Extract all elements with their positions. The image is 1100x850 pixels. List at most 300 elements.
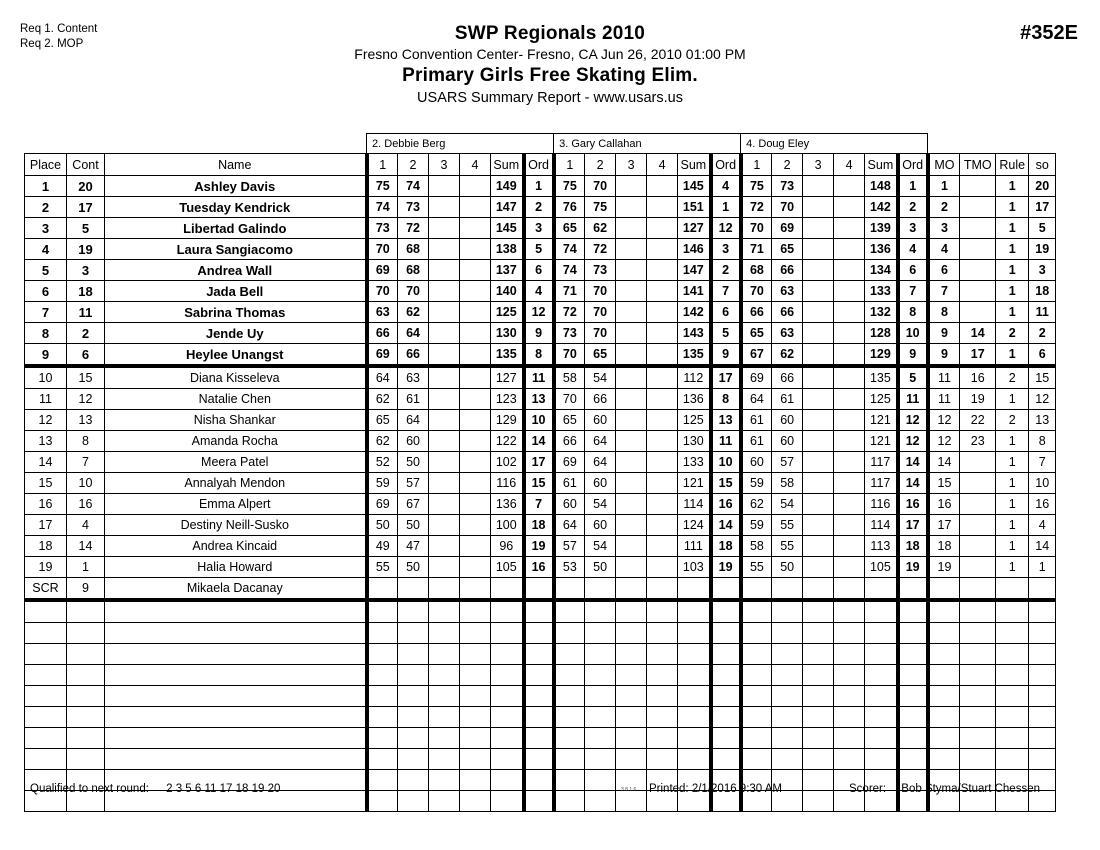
cell-place[interactable] bbox=[25, 686, 67, 707]
cell-j1-score2[interactable]: 64 bbox=[398, 410, 429, 431]
cell-j1-score4[interactable] bbox=[460, 218, 491, 239]
cell-j3-score2[interactable]: 60 bbox=[772, 431, 803, 452]
table-row[interactable] bbox=[25, 536, 1056, 557]
cell-tmo[interactable] bbox=[960, 536, 996, 557]
cell-j3-sum[interactable]: 135 bbox=[865, 366, 898, 389]
cell-j3-score4[interactable] bbox=[834, 494, 865, 515]
cell-tmo[interactable] bbox=[960, 707, 996, 728]
cell-j1-score4[interactable] bbox=[460, 665, 491, 686]
cell-name[interactable] bbox=[105, 644, 367, 665]
cell-j1-ord[interactable] bbox=[524, 665, 554, 686]
cell-j3-score4[interactable] bbox=[834, 536, 865, 557]
cell-j2-sum[interactable]: 135 bbox=[678, 344, 711, 367]
cell-tmo[interactable] bbox=[960, 623, 996, 644]
cell-j2-score2[interactable]: 62 bbox=[585, 218, 616, 239]
cell-tmo[interactable] bbox=[960, 218, 996, 239]
cell-j1-sum[interactable] bbox=[491, 600, 524, 623]
cell-j1-score4[interactable] bbox=[460, 197, 491, 218]
cell-j1-score4[interactable] bbox=[460, 431, 491, 452]
cell-rule[interactable]: 1 bbox=[996, 281, 1029, 302]
cell-place[interactable]: 18 bbox=[25, 536, 67, 557]
cell-j3-sum[interactable]: 117 bbox=[865, 452, 898, 473]
cell-j3-score3[interactable] bbox=[803, 239, 834, 260]
cell-j1-score4[interactable] bbox=[460, 707, 491, 728]
cell-j2-score4[interactable] bbox=[647, 728, 678, 749]
cell-tmo[interactable] bbox=[960, 749, 996, 770]
cell-j1-score1[interactable]: 62 bbox=[367, 389, 398, 410]
cell-name[interactable] bbox=[105, 728, 367, 749]
cell-j1-score1[interactable] bbox=[367, 707, 398, 728]
table-row-empty[interactable] bbox=[25, 644, 1056, 665]
cell-j2-score2[interactable]: 66 bbox=[585, 389, 616, 410]
table-row[interactable] bbox=[25, 431, 1056, 452]
cell-place[interactable]: 12 bbox=[25, 410, 67, 431]
cell-name[interactable]: Halia Howard bbox=[105, 557, 367, 578]
table-row[interactable] bbox=[25, 218, 1056, 239]
cell-j3-score2[interactable] bbox=[772, 749, 803, 770]
cell-j3-score3[interactable] bbox=[803, 707, 834, 728]
cell-j3-sum[interactable] bbox=[865, 665, 898, 686]
cell-so[interactable] bbox=[1029, 665, 1056, 686]
table-row[interactable] bbox=[25, 473, 1056, 494]
cell-j2-ord[interactable] bbox=[711, 578, 741, 601]
cell-cont[interactable] bbox=[67, 749, 105, 770]
cell-j3-ord[interactable]: 17 bbox=[898, 515, 928, 536]
cell-j1-score2[interactable]: 61 bbox=[398, 389, 429, 410]
cell-j1-score3[interactable] bbox=[429, 623, 460, 644]
cell-j3-sum[interactable]: 105 bbox=[865, 557, 898, 578]
cell-mo[interactable]: 2 bbox=[928, 197, 960, 218]
cell-j2-score3[interactable] bbox=[616, 366, 647, 389]
cell-j3-score3[interactable] bbox=[803, 665, 834, 686]
cell-j3-score4[interactable] bbox=[834, 260, 865, 281]
cell-name[interactable]: Annalyah Mendon bbox=[105, 473, 367, 494]
cell-j3-score1[interactable] bbox=[741, 686, 772, 707]
cell-j3-score2[interactable]: 50 bbox=[772, 557, 803, 578]
cell-tmo[interactable]: 23 bbox=[960, 431, 996, 452]
cell-j2-score2[interactable] bbox=[585, 665, 616, 686]
cell-j3-score4[interactable] bbox=[834, 389, 865, 410]
cell-j1-score1[interactable]: 74 bbox=[367, 197, 398, 218]
cell-j2-sum[interactable] bbox=[678, 578, 711, 601]
cell-so[interactable]: 2 bbox=[1029, 323, 1056, 344]
cell-place[interactable] bbox=[25, 707, 67, 728]
cell-j2-ord[interactable]: 7 bbox=[711, 281, 741, 302]
cell-j2-score1[interactable]: 58 bbox=[554, 366, 585, 389]
cell-mo[interactable]: 11 bbox=[928, 366, 960, 389]
cell-j1-sum[interactable] bbox=[491, 623, 524, 644]
cell-j2-score3[interactable] bbox=[616, 431, 647, 452]
cell-j2-score4[interactable] bbox=[647, 665, 678, 686]
cell-j2-score2[interactable] bbox=[585, 749, 616, 770]
cell-j1-ord[interactable]: 4 bbox=[524, 281, 554, 302]
cell-j3-score4[interactable] bbox=[834, 218, 865, 239]
cell-j2-score3[interactable] bbox=[616, 536, 647, 557]
cell-rule[interactable] bbox=[996, 728, 1029, 749]
cell-j3-sum[interactable] bbox=[865, 600, 898, 623]
cell-mo[interactable] bbox=[928, 749, 960, 770]
cell-j2-score3[interactable] bbox=[616, 623, 647, 644]
cell-tmo[interactable] bbox=[960, 452, 996, 473]
cell-j2-ord[interactable] bbox=[711, 644, 741, 665]
cell-j3-score3[interactable] bbox=[803, 623, 834, 644]
cell-name[interactable]: Jende Uy bbox=[105, 323, 367, 344]
cell-j1-score4[interactable] bbox=[460, 686, 491, 707]
cell-j3-score2[interactable] bbox=[772, 728, 803, 749]
cell-j2-score1[interactable] bbox=[554, 644, 585, 665]
cell-mo[interactable] bbox=[928, 600, 960, 623]
cell-j1-score3[interactable] bbox=[429, 344, 460, 367]
cell-cont[interactable]: 6 bbox=[67, 344, 105, 367]
cell-j3-sum[interactable]: 139 bbox=[865, 218, 898, 239]
cell-j3-score2[interactable]: 65 bbox=[772, 239, 803, 260]
cell-j2-score4[interactable] bbox=[647, 686, 678, 707]
cell-j1-score2[interactable] bbox=[398, 644, 429, 665]
cell-name[interactable]: Mikaela Dacanay bbox=[105, 578, 367, 601]
cell-j3-score1[interactable]: 71 bbox=[741, 239, 772, 260]
cell-tmo[interactable] bbox=[960, 239, 996, 260]
cell-j2-score2[interactable] bbox=[585, 686, 616, 707]
cell-rule[interactable]: 1 bbox=[996, 389, 1029, 410]
cell-j1-score1[interactable] bbox=[367, 623, 398, 644]
cell-so[interactable]: 1 bbox=[1029, 557, 1056, 578]
cell-j1-sum[interactable] bbox=[491, 665, 524, 686]
cell-place[interactable]: 10 bbox=[25, 366, 67, 389]
cell-j3-score3[interactable] bbox=[803, 323, 834, 344]
cell-j3-sum[interactable] bbox=[865, 686, 898, 707]
cell-j1-score1[interactable]: 52 bbox=[367, 452, 398, 473]
cell-so[interactable] bbox=[1029, 623, 1056, 644]
cell-j3-score4[interactable] bbox=[834, 302, 865, 323]
cell-so[interactable] bbox=[1029, 686, 1056, 707]
cell-mo[interactable] bbox=[928, 665, 960, 686]
cell-j1-sum[interactable] bbox=[491, 749, 524, 770]
cell-so[interactable]: 13 bbox=[1029, 410, 1056, 431]
cell-j3-score2[interactable] bbox=[772, 600, 803, 623]
cell-j1-ord[interactable]: 13 bbox=[524, 389, 554, 410]
cell-j1-score2[interactable]: 57 bbox=[398, 473, 429, 494]
cell-j3-score3[interactable] bbox=[803, 366, 834, 389]
cell-j1-score2[interactable]: 50 bbox=[398, 557, 429, 578]
cell-j1-score1[interactable]: 70 bbox=[367, 281, 398, 302]
cell-j2-score1[interactable]: 74 bbox=[554, 239, 585, 260]
cell-j2-score3[interactable] bbox=[616, 686, 647, 707]
cell-mo[interactable] bbox=[928, 644, 960, 665]
cell-j1-score3[interactable] bbox=[429, 578, 460, 601]
table-row[interactable] bbox=[25, 302, 1056, 323]
cell-j3-score4[interactable] bbox=[834, 410, 865, 431]
cell-tmo[interactable] bbox=[960, 260, 996, 281]
cell-j1-ord[interactable]: 10 bbox=[524, 410, 554, 431]
cell-j1-ord[interactable]: 5 bbox=[524, 239, 554, 260]
cell-j3-ord[interactable] bbox=[898, 707, 928, 728]
cell-j1-sum[interactable]: 129 bbox=[491, 410, 524, 431]
cell-j3-ord[interactable]: 12 bbox=[898, 410, 928, 431]
cell-j3-score3[interactable] bbox=[803, 302, 834, 323]
cell-j1-score3[interactable] bbox=[429, 494, 460, 515]
cell-j3-score1[interactable]: 70 bbox=[741, 218, 772, 239]
cell-j1-score3[interactable] bbox=[429, 644, 460, 665]
cell-j3-score4[interactable] bbox=[834, 600, 865, 623]
cell-j2-ord[interactable]: 12 bbox=[711, 218, 741, 239]
cell-j1-score3[interactable] bbox=[429, 728, 460, 749]
cell-j1-score3[interactable] bbox=[429, 452, 460, 473]
cell-j2-score2[interactable]: 54 bbox=[585, 536, 616, 557]
cell-j2-score4[interactable] bbox=[647, 302, 678, 323]
cell-j2-score1[interactable] bbox=[554, 623, 585, 644]
cell-j2-sum[interactable] bbox=[678, 644, 711, 665]
cell-j2-sum[interactable]: 103 bbox=[678, 557, 711, 578]
cell-so[interactable] bbox=[1029, 749, 1056, 770]
cell-j3-score1[interactable]: 67 bbox=[741, 344, 772, 367]
cell-mo[interactable]: 12 bbox=[928, 431, 960, 452]
cell-j1-score2[interactable] bbox=[398, 707, 429, 728]
cell-so[interactable] bbox=[1029, 600, 1056, 623]
cell-name[interactable]: Diana Kisseleva bbox=[105, 366, 367, 389]
cell-j2-sum[interactable]: 146 bbox=[678, 239, 711, 260]
cell-place[interactable]: 6 bbox=[25, 281, 67, 302]
cell-j3-score4[interactable] bbox=[834, 707, 865, 728]
cell-j1-score2[interactable]: 68 bbox=[398, 239, 429, 260]
cell-j2-score4[interactable] bbox=[647, 578, 678, 601]
cell-j1-score2[interactable] bbox=[398, 623, 429, 644]
cell-j1-ord[interactable] bbox=[524, 623, 554, 644]
cell-j3-ord[interactable] bbox=[898, 728, 928, 749]
cell-j3-score1[interactable]: 62 bbox=[741, 494, 772, 515]
cell-so[interactable]: 19 bbox=[1029, 239, 1056, 260]
cell-j2-sum[interactable]: 136 bbox=[678, 389, 711, 410]
cell-cont[interactable]: 4 bbox=[67, 515, 105, 536]
cell-j1-score4[interactable] bbox=[460, 239, 491, 260]
cell-j3-sum[interactable]: 128 bbox=[865, 323, 898, 344]
cell-mo[interactable]: 16 bbox=[928, 494, 960, 515]
cell-j3-score3[interactable] bbox=[803, 536, 834, 557]
cell-j3-score3[interactable] bbox=[803, 281, 834, 302]
cell-j1-score1[interactable]: 55 bbox=[367, 557, 398, 578]
cell-j3-ord[interactable] bbox=[898, 749, 928, 770]
cell-j2-score3[interactable] bbox=[616, 707, 647, 728]
cell-j1-score2[interactable]: 47 bbox=[398, 536, 429, 557]
cell-j1-score3[interactable] bbox=[429, 557, 460, 578]
cell-j1-score1[interactable]: 59 bbox=[367, 473, 398, 494]
cell-j3-ord[interactable]: 19 bbox=[898, 557, 928, 578]
cell-j3-score1[interactable]: 72 bbox=[741, 197, 772, 218]
cell-j1-ord[interactable] bbox=[524, 600, 554, 623]
cell-so[interactable]: 11 bbox=[1029, 302, 1056, 323]
cell-place[interactable]: SCR bbox=[25, 578, 67, 601]
cell-j1-score3[interactable] bbox=[429, 600, 460, 623]
cell-j1-ord[interactable] bbox=[524, 578, 554, 601]
cell-rule[interactable]: 1 bbox=[996, 302, 1029, 323]
cell-j1-score2[interactable]: 66 bbox=[398, 344, 429, 367]
cell-j2-score2[interactable]: 70 bbox=[585, 323, 616, 344]
cell-j1-score1[interactable]: 70 bbox=[367, 239, 398, 260]
cell-j2-ord[interactable]: 13 bbox=[711, 410, 741, 431]
cell-j1-sum[interactable] bbox=[491, 707, 524, 728]
cell-j3-sum[interactable] bbox=[865, 707, 898, 728]
cell-j3-sum[interactable] bbox=[865, 578, 898, 601]
cell-j2-score2[interactable] bbox=[585, 600, 616, 623]
cell-cont[interactable] bbox=[67, 644, 105, 665]
cell-j1-sum[interactable]: 96 bbox=[491, 536, 524, 557]
cell-j1-ord[interactable]: 1 bbox=[524, 176, 554, 197]
cell-j3-sum[interactable]: 113 bbox=[865, 536, 898, 557]
cell-j1-score2[interactable]: 60 bbox=[398, 431, 429, 452]
cell-j1-score3[interactable] bbox=[429, 536, 460, 557]
cell-so[interactable]: 10 bbox=[1029, 473, 1056, 494]
cell-j3-ord[interactable]: 1 bbox=[898, 176, 928, 197]
table-row[interactable] bbox=[25, 281, 1056, 302]
cell-so[interactable]: 16 bbox=[1029, 494, 1056, 515]
cell-place[interactable]: 1 bbox=[25, 176, 67, 197]
cell-rule[interactable]: 1 bbox=[996, 218, 1029, 239]
cell-cont[interactable] bbox=[67, 623, 105, 644]
cell-name[interactable]: Tuesday Kendrick bbox=[105, 197, 367, 218]
cell-so[interactable]: 3 bbox=[1029, 260, 1056, 281]
cell-j3-score2[interactable]: 58 bbox=[772, 473, 803, 494]
cell-j2-score1[interactable]: 65 bbox=[554, 410, 585, 431]
cell-j2-sum[interactable]: 127 bbox=[678, 218, 711, 239]
cell-j2-score1[interactable]: 73 bbox=[554, 323, 585, 344]
cell-j2-sum[interactable]: 124 bbox=[678, 515, 711, 536]
cell-j2-sum[interactable]: 125 bbox=[678, 410, 711, 431]
cell-tmo[interactable] bbox=[960, 176, 996, 197]
cell-j2-sum[interactable]: 130 bbox=[678, 431, 711, 452]
cell-j2-score2[interactable] bbox=[585, 623, 616, 644]
cell-j1-score2[interactable]: 72 bbox=[398, 218, 429, 239]
cell-j2-sum[interactable]: 141 bbox=[678, 281, 711, 302]
cell-j3-score2[interactable] bbox=[772, 665, 803, 686]
cell-name[interactable]: Nisha Shankar bbox=[105, 410, 367, 431]
cell-mo[interactable]: 11 bbox=[928, 389, 960, 410]
cell-j2-score1[interactable]: 57 bbox=[554, 536, 585, 557]
cell-tmo[interactable] bbox=[960, 686, 996, 707]
cell-tmo[interactable] bbox=[960, 197, 996, 218]
cell-j3-ord[interactable]: 7 bbox=[898, 281, 928, 302]
cell-j2-score4[interactable] bbox=[647, 431, 678, 452]
cell-tmo[interactable] bbox=[960, 557, 996, 578]
cell-j1-ord[interactable]: 6 bbox=[524, 260, 554, 281]
cell-j1-ord[interactable]: 18 bbox=[524, 515, 554, 536]
cell-cont[interactable]: 18 bbox=[67, 281, 105, 302]
cell-j1-score4[interactable] bbox=[460, 323, 491, 344]
cell-j2-ord[interactable]: 5 bbox=[711, 323, 741, 344]
cell-j2-score4[interactable] bbox=[647, 623, 678, 644]
cell-j2-score3[interactable] bbox=[616, 600, 647, 623]
cell-j3-sum[interactable]: 125 bbox=[865, 389, 898, 410]
cell-j2-score4[interactable] bbox=[647, 494, 678, 515]
cell-j3-ord[interactable] bbox=[898, 665, 928, 686]
cell-j3-sum[interactable] bbox=[865, 644, 898, 665]
cell-mo[interactable]: 7 bbox=[928, 281, 960, 302]
cell-j3-sum[interactable]: 148 bbox=[865, 176, 898, 197]
cell-j3-score3[interactable] bbox=[803, 431, 834, 452]
cell-j2-score2[interactable]: 50 bbox=[585, 557, 616, 578]
cell-tmo[interactable]: 16 bbox=[960, 366, 996, 389]
cell-j1-sum[interactable]: 125 bbox=[491, 302, 524, 323]
cell-j1-ord[interactable]: 8 bbox=[524, 344, 554, 367]
cell-j1-sum[interactable]: 130 bbox=[491, 323, 524, 344]
cell-j2-score3[interactable] bbox=[616, 197, 647, 218]
cell-j1-score4[interactable] bbox=[460, 749, 491, 770]
cell-rule[interactable] bbox=[996, 686, 1029, 707]
cell-so[interactable]: 15 bbox=[1029, 366, 1056, 389]
cell-j3-score4[interactable] bbox=[834, 749, 865, 770]
cell-j1-ord[interactable]: 19 bbox=[524, 536, 554, 557]
cell-j3-score1[interactable] bbox=[741, 728, 772, 749]
cell-j2-score1[interactable] bbox=[554, 749, 585, 770]
cell-j2-sum[interactable]: 143 bbox=[678, 323, 711, 344]
table-row[interactable] bbox=[25, 578, 1056, 601]
cell-j2-score4[interactable] bbox=[647, 176, 678, 197]
cell-mo[interactable] bbox=[928, 578, 960, 601]
table-row[interactable] bbox=[25, 176, 1056, 197]
cell-j1-score1[interactable]: 65 bbox=[367, 410, 398, 431]
cell-j3-score4[interactable] bbox=[834, 578, 865, 601]
cell-j1-score3[interactable] bbox=[429, 366, 460, 389]
cell-cont[interactable]: 11 bbox=[67, 302, 105, 323]
cell-place[interactable] bbox=[25, 749, 67, 770]
cell-j1-sum[interactable]: 136 bbox=[491, 494, 524, 515]
cell-j2-score2[interactable] bbox=[585, 728, 616, 749]
cell-j3-score4[interactable] bbox=[834, 623, 865, 644]
cell-mo[interactable]: 3 bbox=[928, 218, 960, 239]
cell-so[interactable]: 12 bbox=[1029, 389, 1056, 410]
cell-mo[interactable]: 6 bbox=[928, 260, 960, 281]
cell-j2-sum[interactable]: 151 bbox=[678, 197, 711, 218]
cell-j1-score2[interactable] bbox=[398, 665, 429, 686]
cell-j2-ord[interactable] bbox=[711, 707, 741, 728]
cell-j2-ord[interactable] bbox=[711, 623, 741, 644]
cell-so[interactable]: 7 bbox=[1029, 452, 1056, 473]
cell-j3-score2[interactable]: 55 bbox=[772, 536, 803, 557]
cell-j2-score2[interactable]: 54 bbox=[585, 494, 616, 515]
cell-j2-score3[interactable] bbox=[616, 557, 647, 578]
cell-mo[interactable]: 17 bbox=[928, 515, 960, 536]
cell-j1-score3[interactable] bbox=[429, 389, 460, 410]
cell-cont[interactable]: 5 bbox=[67, 218, 105, 239]
cell-j1-score3[interactable] bbox=[429, 260, 460, 281]
cell-j2-score2[interactable]: 60 bbox=[585, 473, 616, 494]
cell-j2-score1[interactable] bbox=[554, 728, 585, 749]
cell-j1-score1[interactable]: 64 bbox=[367, 366, 398, 389]
cell-j1-score3[interactable] bbox=[429, 281, 460, 302]
cell-j1-score4[interactable] bbox=[460, 600, 491, 623]
cell-so[interactable]: 20 bbox=[1029, 176, 1056, 197]
cell-rule[interactable] bbox=[996, 644, 1029, 665]
cell-place[interactable] bbox=[25, 623, 67, 644]
cell-mo[interactable]: 1 bbox=[928, 176, 960, 197]
cell-j2-score4[interactable] bbox=[647, 600, 678, 623]
cell-j3-sum[interactable] bbox=[865, 728, 898, 749]
cell-j3-score3[interactable] bbox=[803, 197, 834, 218]
cell-j1-score2[interactable]: 68 bbox=[398, 260, 429, 281]
cell-mo[interactable]: 8 bbox=[928, 302, 960, 323]
cell-j2-ord[interactable] bbox=[711, 749, 741, 770]
cell-j3-score2[interactable]: 66 bbox=[772, 260, 803, 281]
cell-j2-score3[interactable] bbox=[616, 515, 647, 536]
cell-j3-score1[interactable]: 68 bbox=[741, 260, 772, 281]
cell-so[interactable]: 5 bbox=[1029, 218, 1056, 239]
cell-j1-score4[interactable] bbox=[460, 176, 491, 197]
cell-j1-score4[interactable] bbox=[460, 410, 491, 431]
cell-so[interactable]: 6 bbox=[1029, 344, 1056, 367]
cell-j1-score1[interactable]: 66 bbox=[367, 323, 398, 344]
cell-j3-score1[interactable] bbox=[741, 623, 772, 644]
cell-j3-score1[interactable]: 69 bbox=[741, 366, 772, 389]
cell-rule[interactable]: 1 bbox=[996, 515, 1029, 536]
cell-j1-score1[interactable] bbox=[367, 686, 398, 707]
